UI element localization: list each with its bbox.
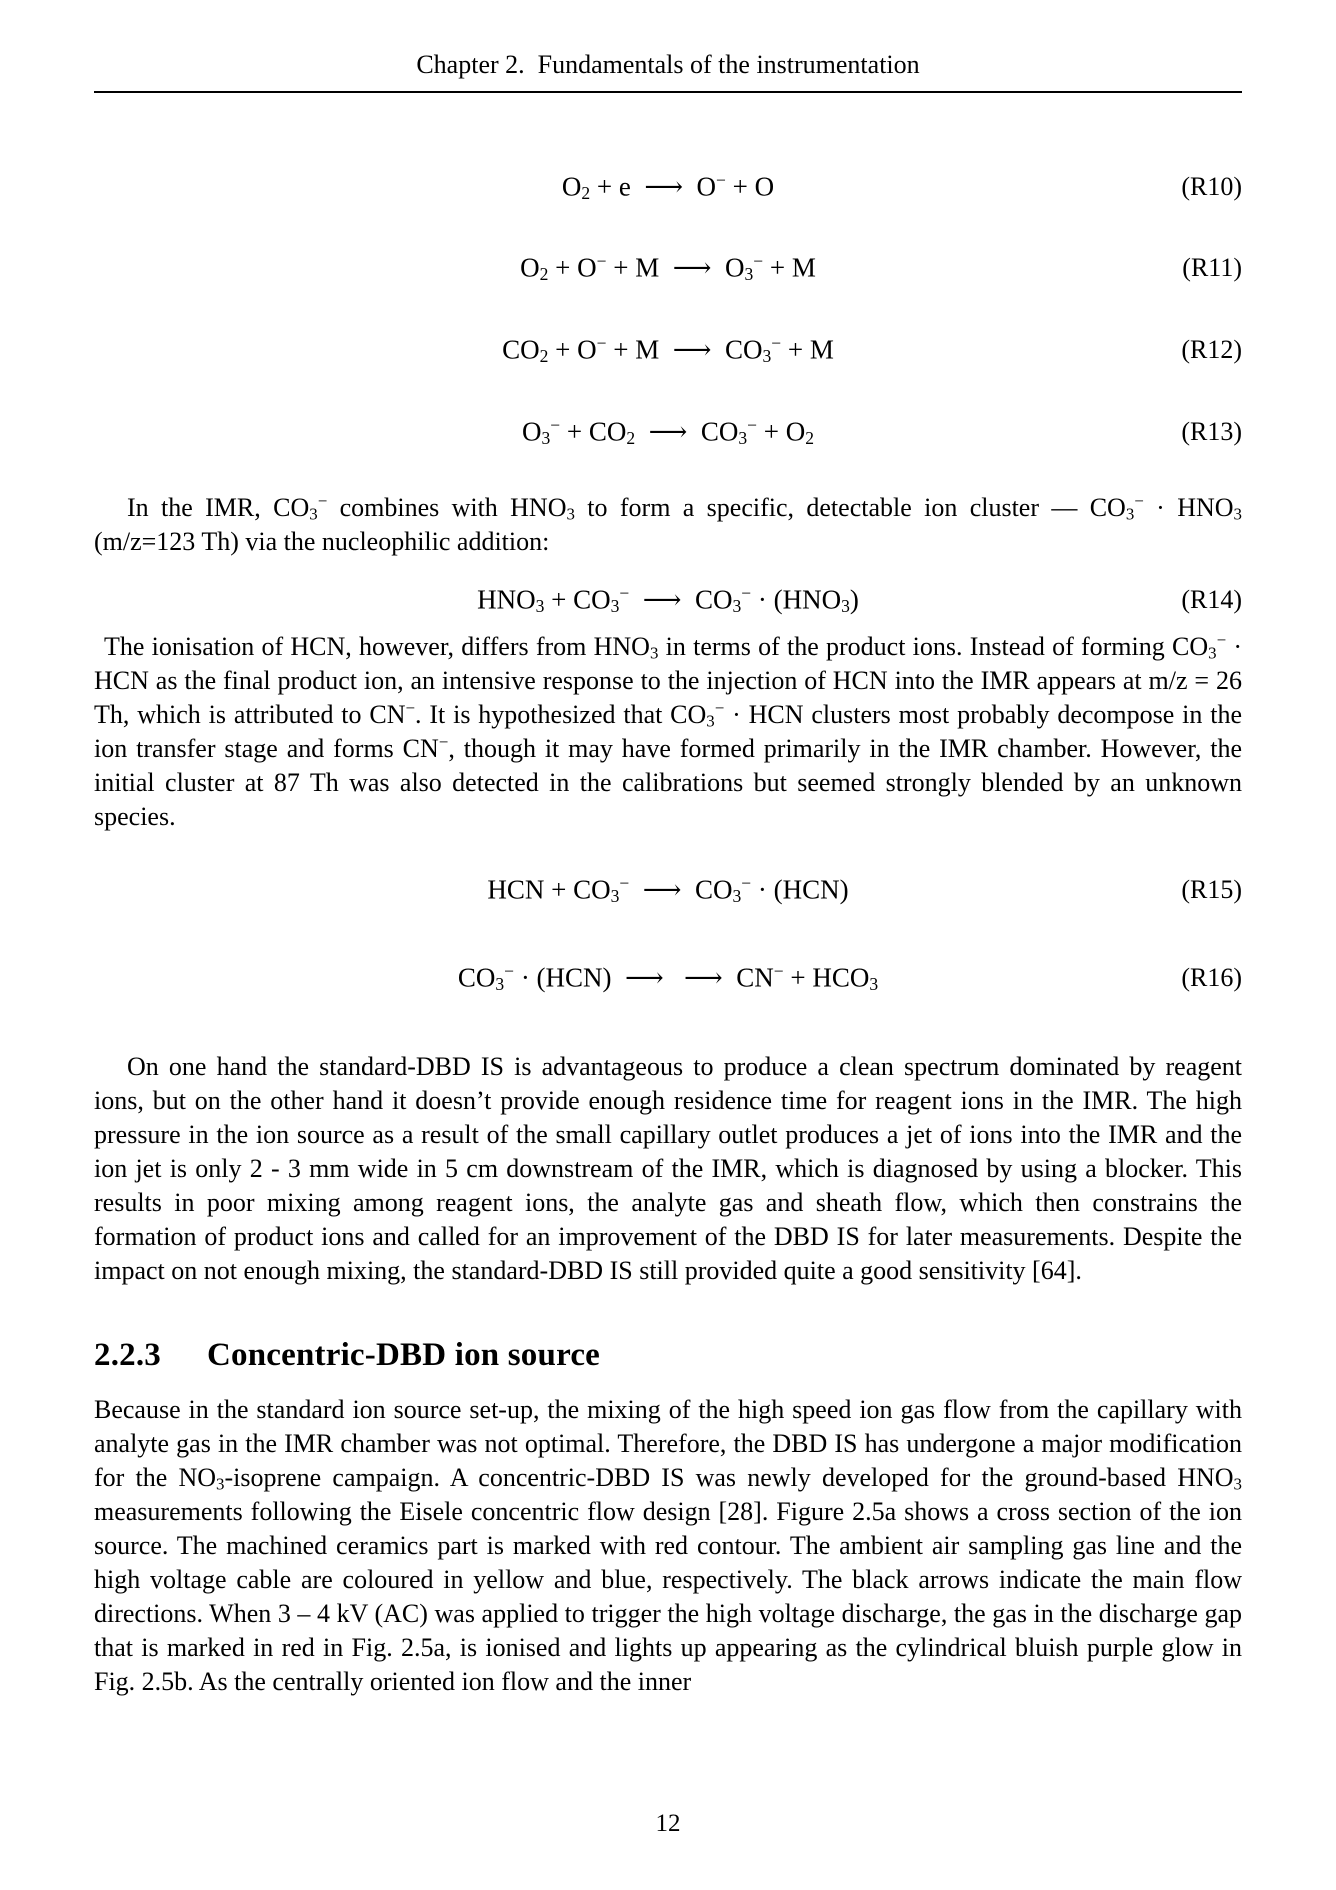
equation-label: (R16)	[1181, 963, 1242, 992]
equation-label: (R12)	[1181, 335, 1242, 364]
paragraph-hcn-ionisation: The ionisation of HCN, however, differs from $HNO_3$ in terms of the product ions. Instead of forming $CO_3^-$ · HCN as the final product ion, an intensive response to the injection of HCN into the IMR appears at m/z = 26 Th, which is attributed to CN−. It is hypothesized that $CO_3^-$ · HCN clusters most probably decompose in the ion transfer stage and forms CN−, though it may have formed primarily in the IMR chamber. However, the initial cluster at 87 Th was also detected in the calibrations but seemed strongly blended by an unknown species.	[94, 630, 1242, 831]
equation-body: HCN + $CO_3^-$ ⟶ $CO_3^- \cdot (HCN)$	[487, 872, 849, 906]
page-number: 12	[655, 1810, 681, 1837]
equation-body: $CO_2 + O^- + M$ ⟶ $CO_3^- + M$	[502, 332, 834, 366]
paragraph-concentric-dbd: Because in the standard ion source set-up, the mixing of the high speed ion gas flow from the capillary with analyte gas in the IMR chamber was not optimal. Therefore, the DBD IS has undergone a major modification for the $NO_3$-isoprene campaign. A concentric-DBD IS was newly developed for the ground-based $HNO_3$ measurements following the Eisele concentric flow design [28]. Figure 2.5a shows a cross section of the ion source. The machined ceramics part is marked with red contour. The ambient air sampling gas line and the high voltage cable are coloured in yellow and blue, respectively. The black arrows indicate the main flow directions. When 3 – 4 kV (AC) was applied to trigger the high voltage discharge, the gas in the discharge gap that is marked in red in Fig. 2.5a, is ionised and lights up appearing as the cylindrical bluish purple glow in Fig. 2.5b. As the centrally oriented ion flow and the inner	[94, 1395, 1242, 1696]
equation-body: $O_2 + O^- + M$ ⟶ $O_3^- + M$	[520, 250, 816, 284]
equation-body: $O_2 + e$ ⟶ O− + O	[561, 169, 775, 203]
equation-r15	[94, 868, 1242, 912]
equation-body: $HNO_3 + CO_3^-$ ⟶ $CO_3^- \cdot (HNO_3)$	[477, 582, 859, 616]
paragraph-standard-dbd: On one hand the standard-DBD IS is advantageous to produce a clean spectrum dominated by reagent ions, but on the other hand it doesn’t provide enough residence time for reagent ions in the IMR. The high pressure in the ion source as a result of the small capillary outlet produces a jet of ions into the IMR and the ion jet is only 2 - 3 mm wide in 5 cm downstream of the IMR, which is diagnosed by using a blocker. This results in poor mixing among reagent ions, the analyte gas and sheath flow, which then constrains the formation of product ions and called for an improvement of the DBD IS for later measurements. Despite the impact on not enough mixing, the standard-DBD IS still provided quite a good sensitivity [64].	[94, 1052, 1242, 1285]
equation-r16	[94, 956, 1242, 1000]
paragraph-imr-cluster: In the IMR, $CO_3^-$ combines with $HNO_3$ to form a specific, detectable ion cluster — $CO_3^- \cdot HNO_3$ (m/z=123 Th) via the nucleophilic addition:	[94, 491, 1242, 556]
equation-body: $CO_3^- \cdot (HCN)$ ⟶ ⟶ $CN^- + HCO_3$	[457, 960, 879, 994]
equation-body: $O_3^- + CO_2$ ⟶ $CO_3^- + O_2$	[521, 414, 815, 448]
equation-r12	[94, 328, 1242, 372]
section-number: 2.2.3	[94, 1337, 161, 1373]
equation-label: (R10)	[1181, 172, 1242, 201]
equation-r14	[94, 578, 1242, 622]
equation-label: (R13)	[1181, 417, 1242, 446]
equation-label: (R14)	[1181, 585, 1242, 614]
section-title: Concentric-DBD ion source	[207, 1337, 601, 1373]
equation-label: (R15)	[1181, 875, 1242, 904]
equation-r13	[94, 410, 1242, 454]
equation-label: (R11)	[1182, 253, 1242, 282]
header-rule	[94, 91, 1242, 93]
running-header: Chapter 2. Fundamentals of the instrumentation	[416, 50, 920, 79]
equation-r10	[94, 165, 1242, 209]
equation-r11	[94, 246, 1242, 290]
section-heading	[94, 1337, 1242, 1374]
